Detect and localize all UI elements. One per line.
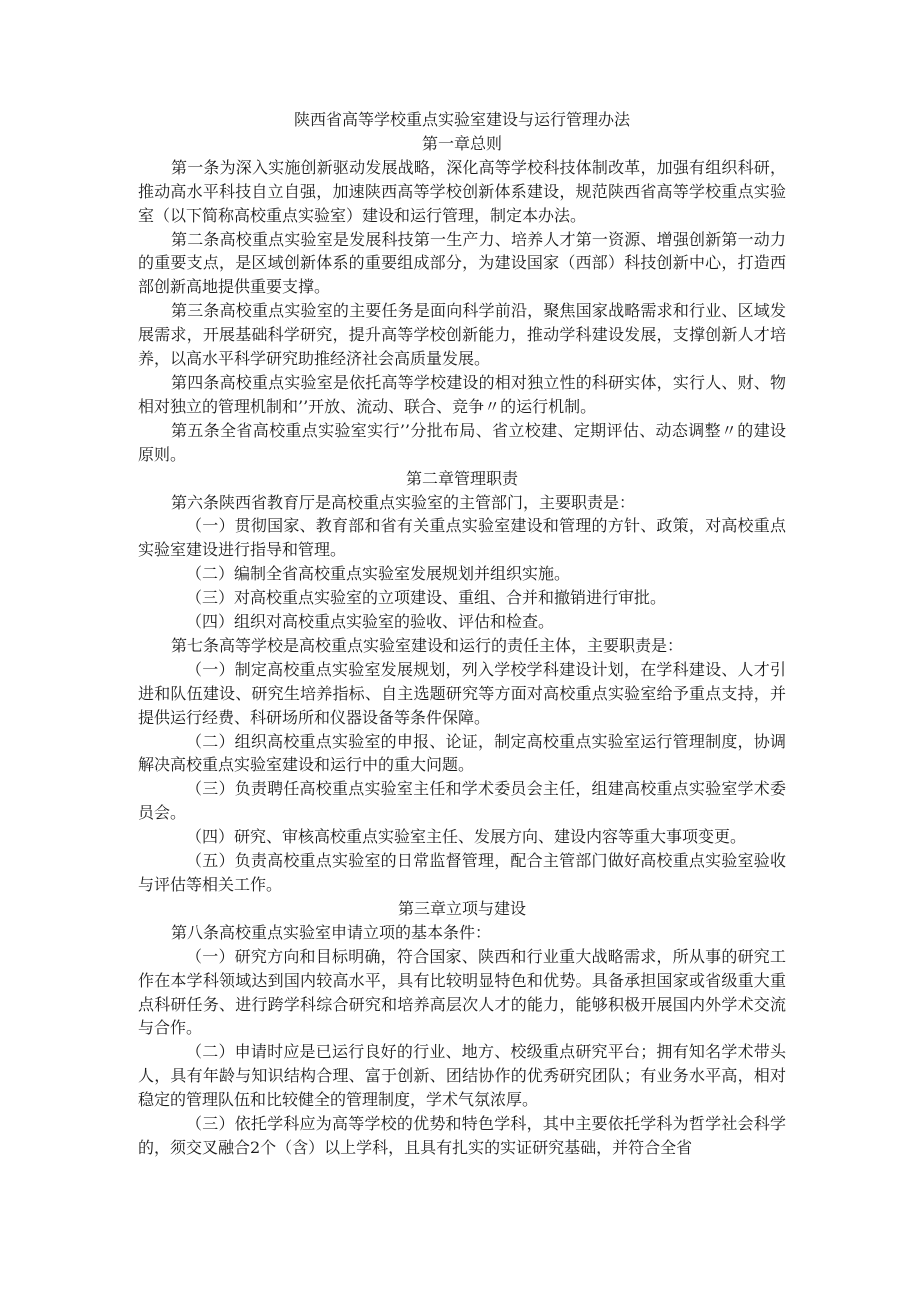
list-item-paragraph: （一）贯彻国家、教育部和省有关重点实验室建设和管理的方针、政策，对高校重点实验室建设进行指导和管理。 [138,516,786,560]
chapter-heading: 第三章立项与建设 [397,898,526,918]
article-paragraph: 第四条高校重点实验室是依托高等学校建设的相对独立性的科研实体，实行人、财、物相对独立的管理机制和’’开放、流动、联合、竞争〃的运行机制。 [138,372,786,416]
list-item-paragraph: （二）组织高校重点实验室的申报、论证，制定高校重点实验室运行管理制度，协调解决高校重点实验室建设和运行中的重大问题。 [138,731,786,775]
list-item-paragraph: （三）依托学科应为高等学校的优势和特色学科，其中主要依托学科为哲学社会科学的，须交叉融合2个（含）以上学科，且具有扎实的实证研究基础，并符合全省 [138,1114,786,1157]
document-body [138,108,786,1160]
list-item-paragraph: （二）申请时应是已运行良好的行业、地方、校级重点研究平台；拥有知名学术带头人，具有年龄与知识结构合理、富于创新、团结协作的优秀研究团队；有业务水平高，相对稳定的管理队伍和比较健全的管理制度，学术气氛浓厚。 [138,1042,786,1110]
list-item-paragraph: （三）负责聘任高校重点实验室主任和学术委员会主任，组建高校重点实验室学术委员会。 [138,779,786,823]
article-paragraph: 第六条陕西省教育厅是高校重点实验室的主管部门，主要职责是： [171,492,636,512]
document-title: 陕西省高等学校重点实验室建设与运行管理办法 [293,110,630,129]
list-item-paragraph: （四）研究、审核高校重点实验室主任、发展方向、建设内容等重大事项变更。 [186,827,747,847]
article-paragraph: 第一条为深入实施创新驱动发展战略，深化高等学校科技体制改革，加强有组织科研，推动高水平科技自立自强，加速陕西高等学校创新体系建设，规范陕西省高等学校重点实验室（以下简称高校重点实验室）建设和运行管理，制定本办法。 [138,157,786,225]
list-item-paragraph: （一）制定高校重点实验室发展规划，列入学校学科建设计划，在学科建设、人才引进和队伍建设、研究生培养指标、自主选题研究等方面对高校重点实验室给予重点支持，并提供运行经费、科研场所和仪器设备等条件保障。 [138,659,786,727]
list-item-paragraph: （四）组织对高校重点实验室的验收、评估和检查。 [186,612,555,632]
article-paragraph: 第三条高校重点实验室的主要任务是面向科学前沿，聚焦国家战略需求和行业、区域发展需求，开展基础科学研究，提升高等学校创新能力，推动学科建设发展，支撑创新人才培养，以高水平科学研究助推经济社会高质量发展。 [138,301,786,369]
article-paragraph: 第五条全省高校重点实验室实行’’分批布局、省立校建、定期评估、动态调整〃的建设原则。 [138,420,786,464]
list-item-paragraph: （三）对高校重点实验室的立项建设、重组、合并和撤销进行审批。 [186,588,667,608]
chapter-heading: 第一章总则 [421,133,502,153]
list-item-paragraph: （二）编制全省高校重点实验室发展规划并组织实施。 [186,564,571,584]
list-item-paragraph: （五）负责高校重点实验室的日常监督管理，配合主管部门做好高校重点实验室验收与评估等相关工作。 [138,851,786,894]
article-paragraph: 第二条高校重点实验室是发展科技第一生产力、培养人才第一资源、增强创新第一动力的重要支点，是区域创新体系的重要组成部分，为建设国家（西部）科技创新中心，打造西部创新高地提供重要支撑。 [138,229,786,297]
article-paragraph: 第八条高校重点实验室申请立项的基本条件： [171,922,492,942]
chapter-heading: 第二章管理职责 [405,468,518,488]
list-item-paragraph: （一）研究方向和目标明确，符合国家、陕西和行业重大战略需求，所从事的研究工作在本学科领域达到国内较高水平，具有比较明显特色和优势。具备承担国家或省级重大重点科研任务、进行跨学科综合研究和培养高层次人才的能力，能够积极开展国内外学术交流与合作。 [138,946,786,1038]
article-paragraph: 第七条高等学校是高校重点实验室建设和运行的责任主体，主要职责是： [171,635,684,655]
